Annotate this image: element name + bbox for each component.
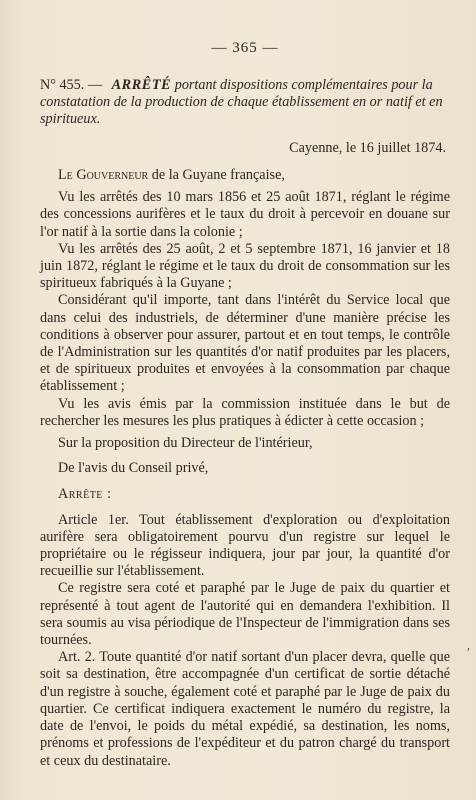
governor-title: Le Gouverneur [58,167,149,183]
article-1: Article 1er. Tout établissement d'exploration ou d'exploitation aurifère sera obligatoirement pourvu d'un registre sur lequel le propriétaire ou le régisseur indiquera, jour par jour, la quantité d'or recueillie sur l'établissement. [40,511,450,580]
decree-heading [40,77,450,128]
governor-line [40,167,450,184]
avis-line: De l'avis du Conseil privé, [58,460,209,477]
article-1-continued: Ce registre sera coté et paraphé par le Juge de paix du quartier et représenté à tout agent de l'autorité qui en demandera l'exhibition. Il sera soumis au visa périodique de l'Inspecteur de l'immigration dans ses tournées. [40,580,450,649]
paragraph: Vu les arrêtés des 10 mars 1856 et 25 août 1871, réglant le régime des concessions aurifères et le taux du droit à percevoir en douane sur l'or natif à la sortie dans la colonie ; [40,189,450,240]
paragraph: Vu les arrêtés des 25 août, 2 et 5 septembre 1871, 16 janvier et 18 juin 1872, réglant le régime et le taux du droit de consommation sur les spiritueux fabriqués à la Guyane ; [40,240,450,292]
place-date: Cayenne, le 16 juillet 1874. [289,140,446,156]
article-2: Art. 2. Toute quantité d'or natif sortant d'un placer devra, quelle que soit sa destination, être accompagnée d'un certificat de sortie détaché d'un registre à souche, également coté et paraphé par le Juge de paix du quartier. Ce certificat indiquera exactement le numéro du registre, la date de l'envoi, le poids du métal expédié, sa destination, les noms, prénoms et professions de l'expéditeur et du patron chargé du transport et ceux du destinataire. [40,649,450,769]
paragraph: Considérant qu'il importe, tant dans l'intérêt du Service local que dans celui des industriels, de déterminer d'une manière précise les conditions à observer pour assurer, partout et en tout temps, le contrôle de l'Administration sur les quantités d'or natif produites par les placers, et de spiritueux produites et envoyées à la consommation par chaque établissement ; [40,292,450,395]
paragraph: Vu les avis émis par la commission instituée dans le but de rechercher les mesures les plus pratiques à édicter à cette occasion ; [40,395,450,429]
decree-number: N° 455. — [40,77,103,93]
decree-label: ARRÊTÉ [111,77,172,93]
arrete-label: Arrête : [58,486,112,503]
page-number: — 365 — [211,40,279,56]
governor-rest: de la Guyane française, [151,167,285,183]
decree-title: portant dispositions complémentaires pour la constatation de la production de chaque établissement en or natif et en spiritueux. [40,77,443,127]
proposition-line: Sur la proposition du Directeur de l'intérieur, [58,435,313,452]
margin-mark: ′ [466,646,470,661]
